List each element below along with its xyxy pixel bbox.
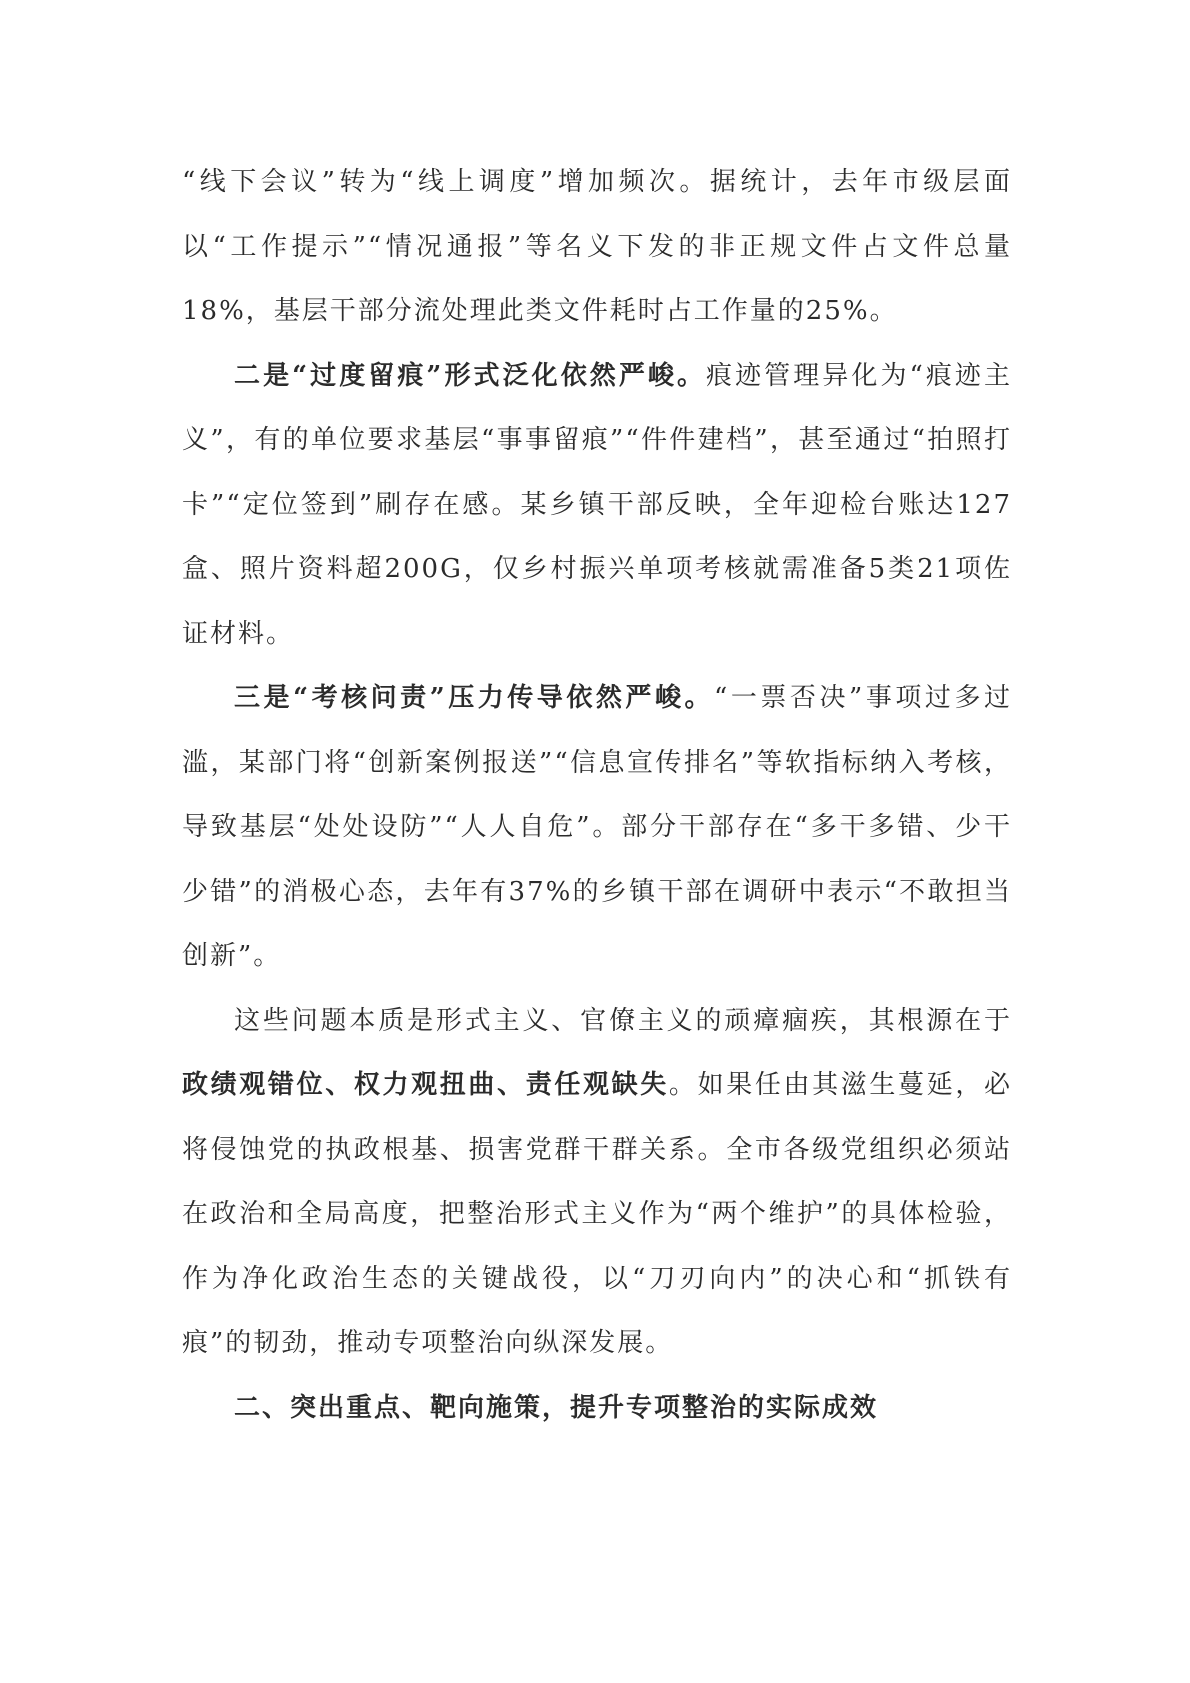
paragraph-assessment-accountability <box>182 666 1012 989</box>
paragraph-emphasis: 政绩观错位、权力观扭曲、责任观缺失 <box>182 1070 669 1100</box>
paragraph-statistics <box>182 150 1012 344</box>
section-heading: 二、突出重点、靶向施策，提升专项整治的实际成效 <box>234 1392 879 1423</box>
paragraph-lead: 二是“过度留痕”形式泛化依然严峻。 <box>234 360 707 391</box>
paragraph-text: 痕迹管理异化为“痕迹主义”，有的单位要求基层“事事留痕”“件件建档”，甚至通过“拍照打卡”“定位签到”刷存在感。某乡镇干部反映，全年迎检台账达127盒、照片资料超200G，仅乡村振兴单项考核就需准备5类21项佐证材料。 <box>182 360 1012 649</box>
paragraph-text-before: 这些问题本质是形式主义、官僚主义的顽瘴痼疾，其根源在于 <box>234 1005 1012 1036</box>
document-body <box>182 150 1012 1440</box>
paragraph-excessive-traces <box>182 344 1012 667</box>
paragraph-root-causes <box>182 989 1012 1376</box>
paragraph-text: “线下会议”转为“线上调度”增加频次。据统计，去年市级层面以“工作提示”“情况通报”等名义下发的非正规文件占文件总量18%，基层干部分流处理此类文件耗时占工作量的25%。 <box>182 167 1012 326</box>
paragraph-text: “一票否决”事项过多过滥，某部门将“创新案例报送”“信息宣传排名”等软指标纳入考核，导致基层“处处设防”“人人自危”。部分干部存在“多干多错、少干少错”的消极心态，去年有37%的乡镇干部在调研中表示“不敢担当创新”。 <box>182 683 1012 971</box>
paragraph-lead: 三是“考核问责”压力传导依然严峻。 <box>234 683 715 713</box>
paragraph-text-after: 。如果任由其滋生蔓延，必将侵蚀党的执政根基、损害党群干群关系。全市各级党组织必须站在政治和全局高度，把整治形式主义作为“两个维护”的具体检验，作为净化政治生态的关键战役，以“刀刃向内”的决心和“抓铁有痕”的韧劲，推动专项整治向纵深发展。 <box>182 1070 1012 1358</box>
